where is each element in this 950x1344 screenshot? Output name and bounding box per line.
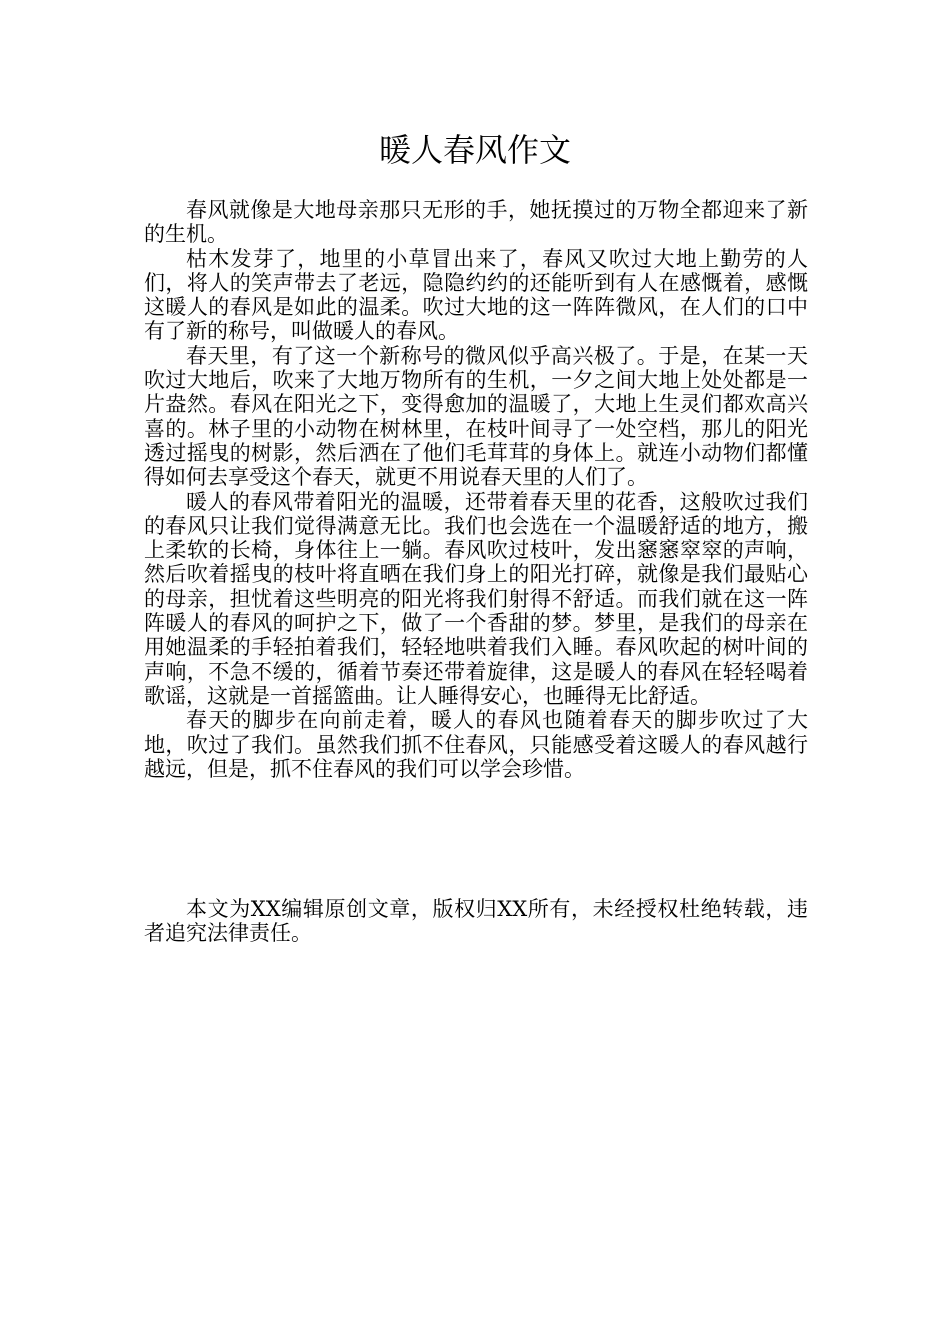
paragraph: 春天的脚步在向前走着，暖人的春风也随着春天的脚步吹过了大地，吹过了我们。虽然我们抓不住春风，只能感受着这暖人的春风越行越远，但是，抓不住春风的我们可以学会珍惜。 [144, 708, 808, 781]
page-title: 暖人春风作文 [378, 131, 571, 169]
paragraph: 春天里，有了这一个新称号的微风似乎高兴极了。于是，在某一天吹过大地后，吹来了大地万物所有的生机，一夕之间大地上处处都是一片盎然。春风在阳光之下，变得愈加的温暖了，大地上生灵们都欢高兴喜的。林子里的小动物在树林里，在枝叶间寻了一处空档，那儿的阳光透过摇曳的树影，然后洒在了他们毛茸茸的身体上。就连小动物们都懂得如何去享受这个春天，就更不用说春天里的人们了。 [144, 343, 808, 490]
paragraph: 春风就像是大地母亲那只无形的手，她抚摸过的万物全都迎来了新的生机。 [144, 198, 808, 247]
paragraph: 枯木发芽了，地里的小草冒出来了，春风又吹过大地上勤劳的人们，将人的笑声带去了老远，隐隐约约的还能听到有人在感慨着，感慨这暖人的春风是如此的温柔。吹过大地的这一阵阵微风，在人们的口中有了新的称号，叫做暖人的春风。 [144, 246, 808, 344]
copyright-text: 本文为XX编辑原创文章，版权归XX所有，未经授权杜绝转载，违者追究法律责任。 [144, 897, 808, 946]
article-body [144, 198, 808, 781]
paragraph: 暖人的春风带着阳光的温暖，还带着春天里的花香，这般吹过我们的春风只让我们觉得满意无比。我们也会选在一个温暖舒适的地方，搬上柔软的长椅，身体往上一躺。春风吹过枝叶，发出窸窸窣窣的声响，然后吹着摇曳的枝叶将直晒在我们身上的阳光打碎，就像是我们最贴心的母亲，担忧着这些明亮的阳光将我们射得不舒适。而我们就在这一阵阵暖人的春风的呵护之下，做了一个香甜的梦。梦里，是我们的母亲在用她温柔的手轻拍着我们，轻轻地哄着我们入睡。春风吹起的树叶间的声响，不急不缓的，循着节奏还带着旋律，这是暖人的春风在轻轻喝着歌谣，这就是一首摇篮曲。让人睡得安心，也睡得无比舒适。 [144, 489, 808, 708]
copyright-notice [144, 897, 808, 946]
